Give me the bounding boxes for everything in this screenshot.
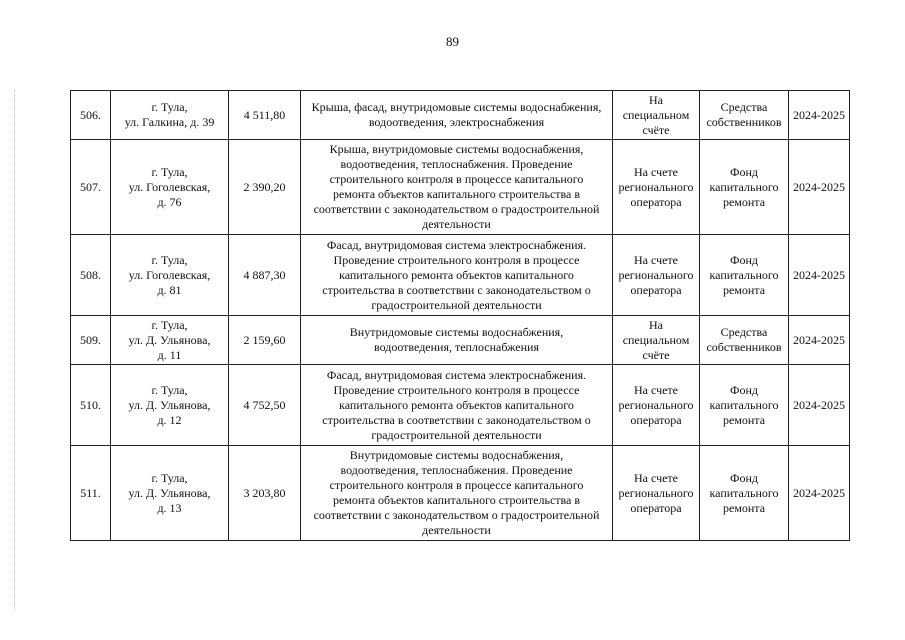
address-line: д. 11	[157, 347, 182, 362]
source-line: капитального	[709, 179, 779, 194]
account-line: регионального	[618, 485, 694, 500]
works-line: Крыша, фасад, внутридомовые системы водоснабжения,	[311, 100, 602, 114]
funding-source-cell	[700, 316, 789, 365]
address-cell	[111, 446, 229, 541]
account-line: На	[649, 317, 663, 332]
account-line: регионального	[618, 179, 694, 194]
table-row	[71, 316, 850, 365]
period-cell	[789, 235, 850, 316]
source-line: ремонта	[722, 194, 766, 209]
area-value: 4 752,50	[243, 397, 286, 412]
address-cell	[111, 91, 229, 140]
area-cell	[229, 365, 301, 446]
account-line: регионального	[618, 267, 694, 282]
account-line: счёте	[642, 122, 670, 137]
area-value: 4 511,80	[243, 107, 286, 122]
works-line: Проведение строительного контроля в процессе	[333, 382, 580, 397]
works-line: соответствии с законодательством о градостроительной	[313, 202, 600, 216]
area-value: 3 203,80	[243, 485, 286, 500]
period-cell	[789, 140, 850, 235]
area-value: 4 887,30	[243, 267, 286, 282]
works-line: водоотведения, теплоснабжения. Проведение	[340, 463, 573, 477]
account-line: На счете	[633, 470, 678, 485]
source-line: Фонд	[729, 382, 758, 397]
address-line: г. Тула,	[151, 382, 188, 397]
period-cell	[789, 316, 850, 365]
row-number-cell	[71, 235, 111, 316]
account-line: На счете	[633, 382, 678, 397]
address-line: г. Тула,	[151, 470, 188, 485]
period-value: 2024-2025	[793, 179, 845, 194]
address-line: д. 13	[157, 500, 182, 515]
table-row	[71, 140, 850, 235]
address-cell	[111, 316, 229, 365]
works-line: Фасад, внутридомовая система электроснабжения.	[326, 367, 587, 382]
area-cell	[229, 316, 301, 365]
works-cell	[301, 140, 613, 235]
row-number-cell	[71, 365, 111, 446]
source-line: Средства	[720, 325, 768, 339]
source-line: ремонта	[722, 500, 766, 515]
address-line: ул. Галкина, д. 39	[124, 115, 215, 129]
address-line: ул. Д. Ульянова,	[128, 485, 211, 500]
period-value: 2024-2025	[793, 107, 845, 122]
row-number-cell	[71, 316, 111, 365]
works-line: строительного контроля в процессе капитального	[329, 478, 584, 492]
period-value: 2024-2025	[793, 485, 845, 500]
works-line: строительства в соответствии с законодательством о	[322, 282, 591, 297]
area-cell	[229, 140, 301, 235]
source-line: Фонд	[729, 470, 758, 485]
funding-source-cell	[700, 446, 789, 541]
works-line: капитального ремонта объектов капитального	[339, 397, 574, 412]
account-line: специальном	[622, 332, 690, 347]
source-line: собственников	[706, 115, 782, 129]
area-value: 2 390,20	[243, 179, 286, 194]
address-line: ул. Д. Ульянова,	[128, 397, 211, 412]
row-number-cell	[71, 91, 111, 140]
address-line: д. 12	[157, 412, 182, 427]
works-line: водоотведения, электроснабжения	[368, 115, 545, 129]
area-cell	[229, 235, 301, 316]
works-line: строительства в соответствии с законодательством о	[322, 412, 591, 427]
funding-source-cell	[700, 91, 789, 140]
works-cell	[301, 91, 613, 140]
works-line: водоотведения, теплоснабжения. Проведение	[340, 157, 573, 171]
works-line: капитального ремонта объектов капитального	[339, 267, 574, 282]
table-row	[71, 446, 850, 541]
account-cell	[613, 91, 700, 140]
works-line: водоотведения, теплоснабжения	[374, 340, 539, 354]
scan-margin-marks	[14, 90, 19, 610]
period-cell	[789, 446, 850, 541]
account-line: оператора	[630, 282, 682, 297]
address-line: ул. Гоголевская,	[128, 267, 211, 282]
account-cell	[613, 235, 700, 316]
address-cell	[111, 140, 229, 235]
works-cell	[301, 235, 613, 316]
period-value: 2024-2025	[793, 397, 845, 412]
source-line: ремонта	[722, 282, 766, 297]
account-line: оператора	[630, 500, 682, 515]
area-cell	[229, 91, 301, 140]
works-line: соответствии с законодательством о градостроительной	[313, 508, 600, 522]
account-cell	[613, 140, 700, 235]
source-line: капитального	[709, 485, 779, 500]
account-line: специальном	[622, 107, 690, 122]
address-line: ул. Д. Ульянова,	[128, 332, 211, 347]
repair-registry-table	[70, 90, 850, 541]
source-line: капитального	[709, 267, 779, 282]
source-line: Средства	[720, 100, 768, 114]
works-line: деятельности	[422, 523, 491, 537]
row-number-cell	[71, 446, 111, 541]
address-line: г. Тула,	[151, 317, 188, 332]
account-line: На счете	[633, 252, 678, 267]
account-line: регионального	[618, 397, 694, 412]
funding-source-cell	[700, 140, 789, 235]
row-number: 509.	[80, 332, 101, 347]
works-line: деятельности	[422, 217, 491, 231]
row-number: 507.	[80, 179, 101, 194]
works-line: Проведение строительного контроля в процессе	[333, 252, 580, 267]
period-cell	[789, 365, 850, 446]
account-line: оператора	[630, 194, 682, 209]
period-value: 2024-2025	[793, 332, 845, 347]
account-line: На	[649, 92, 663, 107]
address-line: г. Тула,	[151, 100, 188, 114]
works-line: Внутридомовые системы водоснабжения,	[349, 325, 564, 339]
works-line: строительного контроля в процессе капитального	[329, 172, 584, 186]
works-line: ремонта объектов капитального строительства в	[332, 493, 581, 507]
row-number: 508.	[80, 267, 101, 282]
works-line: Крыша, внутридомовые системы водоснабжения,	[329, 142, 584, 156]
row-number: 506.	[80, 107, 101, 122]
works-line: ремонта объектов капитального строительства в	[332, 187, 581, 201]
period-value: 2024-2025	[793, 267, 845, 282]
funding-source-cell	[700, 365, 789, 446]
table-row	[71, 365, 850, 446]
address-cell	[111, 365, 229, 446]
table-row	[71, 235, 850, 316]
registry-body	[71, 91, 850, 541]
funding-source-cell	[700, 235, 789, 316]
address-line: ул. Гоголевская,	[128, 179, 211, 194]
works-cell	[301, 446, 613, 541]
area-value: 2 159,60	[243, 332, 286, 347]
account-cell	[613, 365, 700, 446]
area-cell	[229, 446, 301, 541]
address-line: г. Тула,	[151, 164, 188, 179]
works-line: Фасад, внутридомовая система электроснабжения.	[326, 237, 587, 252]
account-line: На счете	[633, 164, 678, 179]
works-cell	[301, 316, 613, 365]
works-line: Внутридомовые системы водоснабжения,	[349, 448, 564, 462]
row-number: 510.	[80, 397, 101, 412]
source-line: Фонд	[729, 164, 758, 179]
account-cell	[613, 316, 700, 365]
account-line: счёте	[642, 347, 670, 362]
period-cell	[789, 91, 850, 140]
row-number: 511.	[80, 485, 101, 500]
works-line: градостроительной деятельности	[371, 297, 542, 312]
address-line: г. Тула,	[151, 252, 188, 267]
table-row	[71, 91, 850, 140]
source-line: Фонд	[729, 252, 758, 267]
page-number: 89	[446, 34, 459, 49]
row-number-cell	[71, 140, 111, 235]
account-line: оператора	[630, 412, 682, 427]
address-line: д. 76	[157, 194, 182, 209]
source-line: капитального	[709, 397, 779, 412]
works-cell	[301, 365, 613, 446]
works-line: градостроительной деятельности	[371, 427, 542, 442]
address-cell	[111, 235, 229, 316]
source-line: ремонта	[722, 412, 766, 427]
account-cell	[613, 446, 700, 541]
address-line: д. 81	[157, 282, 182, 297]
source-line: собственников	[706, 340, 782, 354]
